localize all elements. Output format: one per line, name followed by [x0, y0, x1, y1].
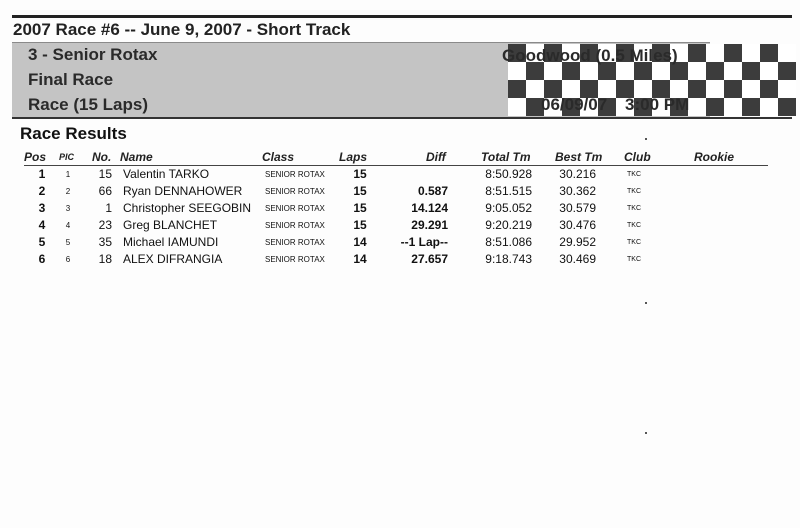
col-header-name: Name — [120, 150, 153, 164]
cell-class: SENIOR ROTAX — [265, 238, 325, 247]
cell-total-time: 9:18.743 — [485, 252, 532, 266]
race-class: 3 - Senior Rotax — [28, 45, 158, 64]
cell-laps: 15 — [353, 184, 367, 198]
band-bottom-rule — [12, 117, 792, 119]
section-title: Race Results — [20, 124, 127, 143]
checker-square — [706, 98, 724, 116]
checker-square — [508, 98, 526, 116]
checker-square — [742, 80, 760, 98]
col-header-laps: Laps — [339, 150, 368, 164]
cell-laps: 14 — [353, 252, 367, 266]
race-name: Race (15 Laps) — [28, 95, 148, 114]
col-header-pic: PIC — [59, 152, 75, 162]
scan-speck — [645, 138, 647, 140]
cell-pic: 6 — [65, 255, 71, 264]
cell-pos: 2 — [38, 184, 46, 198]
cell-club: TKC — [627, 222, 641, 229]
checker-square — [724, 44, 742, 62]
cell-best-time: 30.579 — [559, 201, 596, 215]
table-row — [0, 201, 800, 218]
checker-square — [778, 44, 796, 62]
cell-best-time: 29.952 — [559, 235, 596, 249]
checker-square — [688, 62, 706, 80]
cell-club: TKC — [627, 205, 641, 212]
cell-laps: 15 — [353, 218, 367, 232]
scan-speck — [645, 302, 647, 304]
cell-pic: 3 — [65, 204, 71, 213]
cell-best-time: 30.362 — [559, 184, 596, 198]
cell-total-time: 9:20.219 — [485, 218, 532, 232]
cell-club: TKC — [627, 188, 641, 195]
session-name: Final Race — [28, 70, 114, 89]
cell-total-time: 8:50.928 — [485, 167, 532, 181]
cell-diff: 14.124 — [411, 201, 448, 215]
cell-class: SENIOR ROTAX — [265, 170, 325, 179]
checker-square — [742, 98, 760, 116]
col-header-diff: Diff — [426, 150, 446, 164]
cell-number: 15 — [98, 167, 112, 181]
table-row — [0, 252, 800, 269]
col-header-pos: Pos — [24, 150, 47, 164]
cell-driver-name: Valentin TARKO — [123, 167, 210, 181]
cell-pos: 3 — [38, 201, 46, 215]
checker-square — [706, 44, 724, 62]
table-row — [0, 235, 800, 252]
race-date: 06/09/07 — [541, 95, 608, 114]
cell-total-time: 9:05.052 — [485, 201, 532, 215]
cell-best-time: 30.476 — [559, 218, 596, 232]
checker-square — [760, 98, 778, 116]
checker-square — [706, 62, 724, 80]
col-header-total: Total Tm — [481, 150, 531, 164]
checker-square — [688, 80, 706, 98]
cell-laps: 14 — [353, 235, 367, 249]
cell-number: 1 — [105, 201, 112, 215]
cell-club: TKC — [627, 239, 641, 246]
cell-class: SENIOR ROTAX — [265, 221, 325, 230]
cell-driver-name: Ryan DENNAHOWER — [123, 184, 243, 198]
cell-number: 18 — [98, 252, 112, 266]
cell-number: 66 — [98, 184, 112, 198]
cell-laps: 15 — [353, 201, 367, 215]
cell-total-time: 8:51.515 — [485, 184, 532, 198]
cell-pos: 1 — [38, 167, 46, 181]
cell-pos: 5 — [38, 235, 46, 249]
checker-square — [724, 62, 742, 80]
checker-square — [508, 80, 526, 98]
table-row — [0, 184, 800, 201]
cell-class: SENIOR ROTAX — [265, 187, 325, 196]
cell-class: SENIOR ROTAX — [265, 204, 325, 213]
cell-club: TKC — [627, 171, 641, 178]
cell-pic: 2 — [65, 187, 71, 196]
top-rule — [12, 15, 792, 18]
cell-laps: 15 — [353, 167, 367, 181]
track-name: Goodwood (0.5 Miles) — [502, 46, 678, 65]
page-title: 2007 Race #6 -- June 9, 2007 - Short Track — [13, 20, 351, 39]
cell-driver-name: Christopher SEEGOBIN — [123, 201, 252, 215]
checker-square — [742, 62, 760, 80]
col-header-club: Club — [624, 150, 651, 164]
checker-square — [778, 62, 796, 80]
cell-driver-name: Michael IAMUNDI — [123, 235, 219, 249]
cell-pic: 1 — [65, 170, 71, 179]
cell-class: SENIOR ROTAX — [265, 255, 325, 264]
checker-square — [778, 80, 796, 98]
cell-pic: 4 — [65, 221, 71, 230]
cell-club: TKC — [627, 256, 641, 263]
cell-diff: 27.657 — [411, 252, 448, 266]
table-row — [0, 218, 800, 235]
race-time: 3:00 PM — [625, 95, 690, 114]
cell-driver-name: Greg BLANCHET — [123, 218, 218, 232]
cell-pos: 4 — [38, 218, 46, 232]
cell-diff: --1 Lap-- — [400, 235, 448, 249]
cell-total-time: 8:51.086 — [485, 235, 532, 249]
cell-best-time: 30.216 — [559, 167, 596, 181]
cell-diff: 0.587 — [417, 184, 448, 198]
cell-diff: 29.291 — [411, 218, 448, 232]
checker-square — [742, 44, 760, 62]
col-header-best: Best Tm — [555, 150, 603, 164]
table-row — [0, 167, 800, 184]
checker-square — [688, 98, 706, 116]
scan-speck — [645, 432, 647, 434]
checker-square — [760, 62, 778, 80]
checker-square — [706, 80, 724, 98]
cell-number: 35 — [98, 235, 112, 249]
checker-square — [760, 44, 778, 62]
cell-number: 23 — [98, 218, 112, 232]
col-header-no: No. — [92, 150, 112, 164]
checker-square — [688, 44, 706, 62]
cell-pic: 5 — [65, 238, 71, 247]
col-header-class: Class — [262, 150, 295, 164]
cell-driver-name: ALEX DIFRANGIA — [123, 252, 223, 266]
col-header-rookie: Rookie — [694, 150, 735, 164]
checker-square — [724, 98, 742, 116]
header-rule — [24, 165, 768, 166]
cell-pos: 6 — [38, 252, 46, 266]
checker-square — [724, 80, 742, 98]
checker-square — [778, 98, 796, 116]
cell-best-time: 30.469 — [559, 252, 596, 266]
checker-square — [760, 80, 778, 98]
